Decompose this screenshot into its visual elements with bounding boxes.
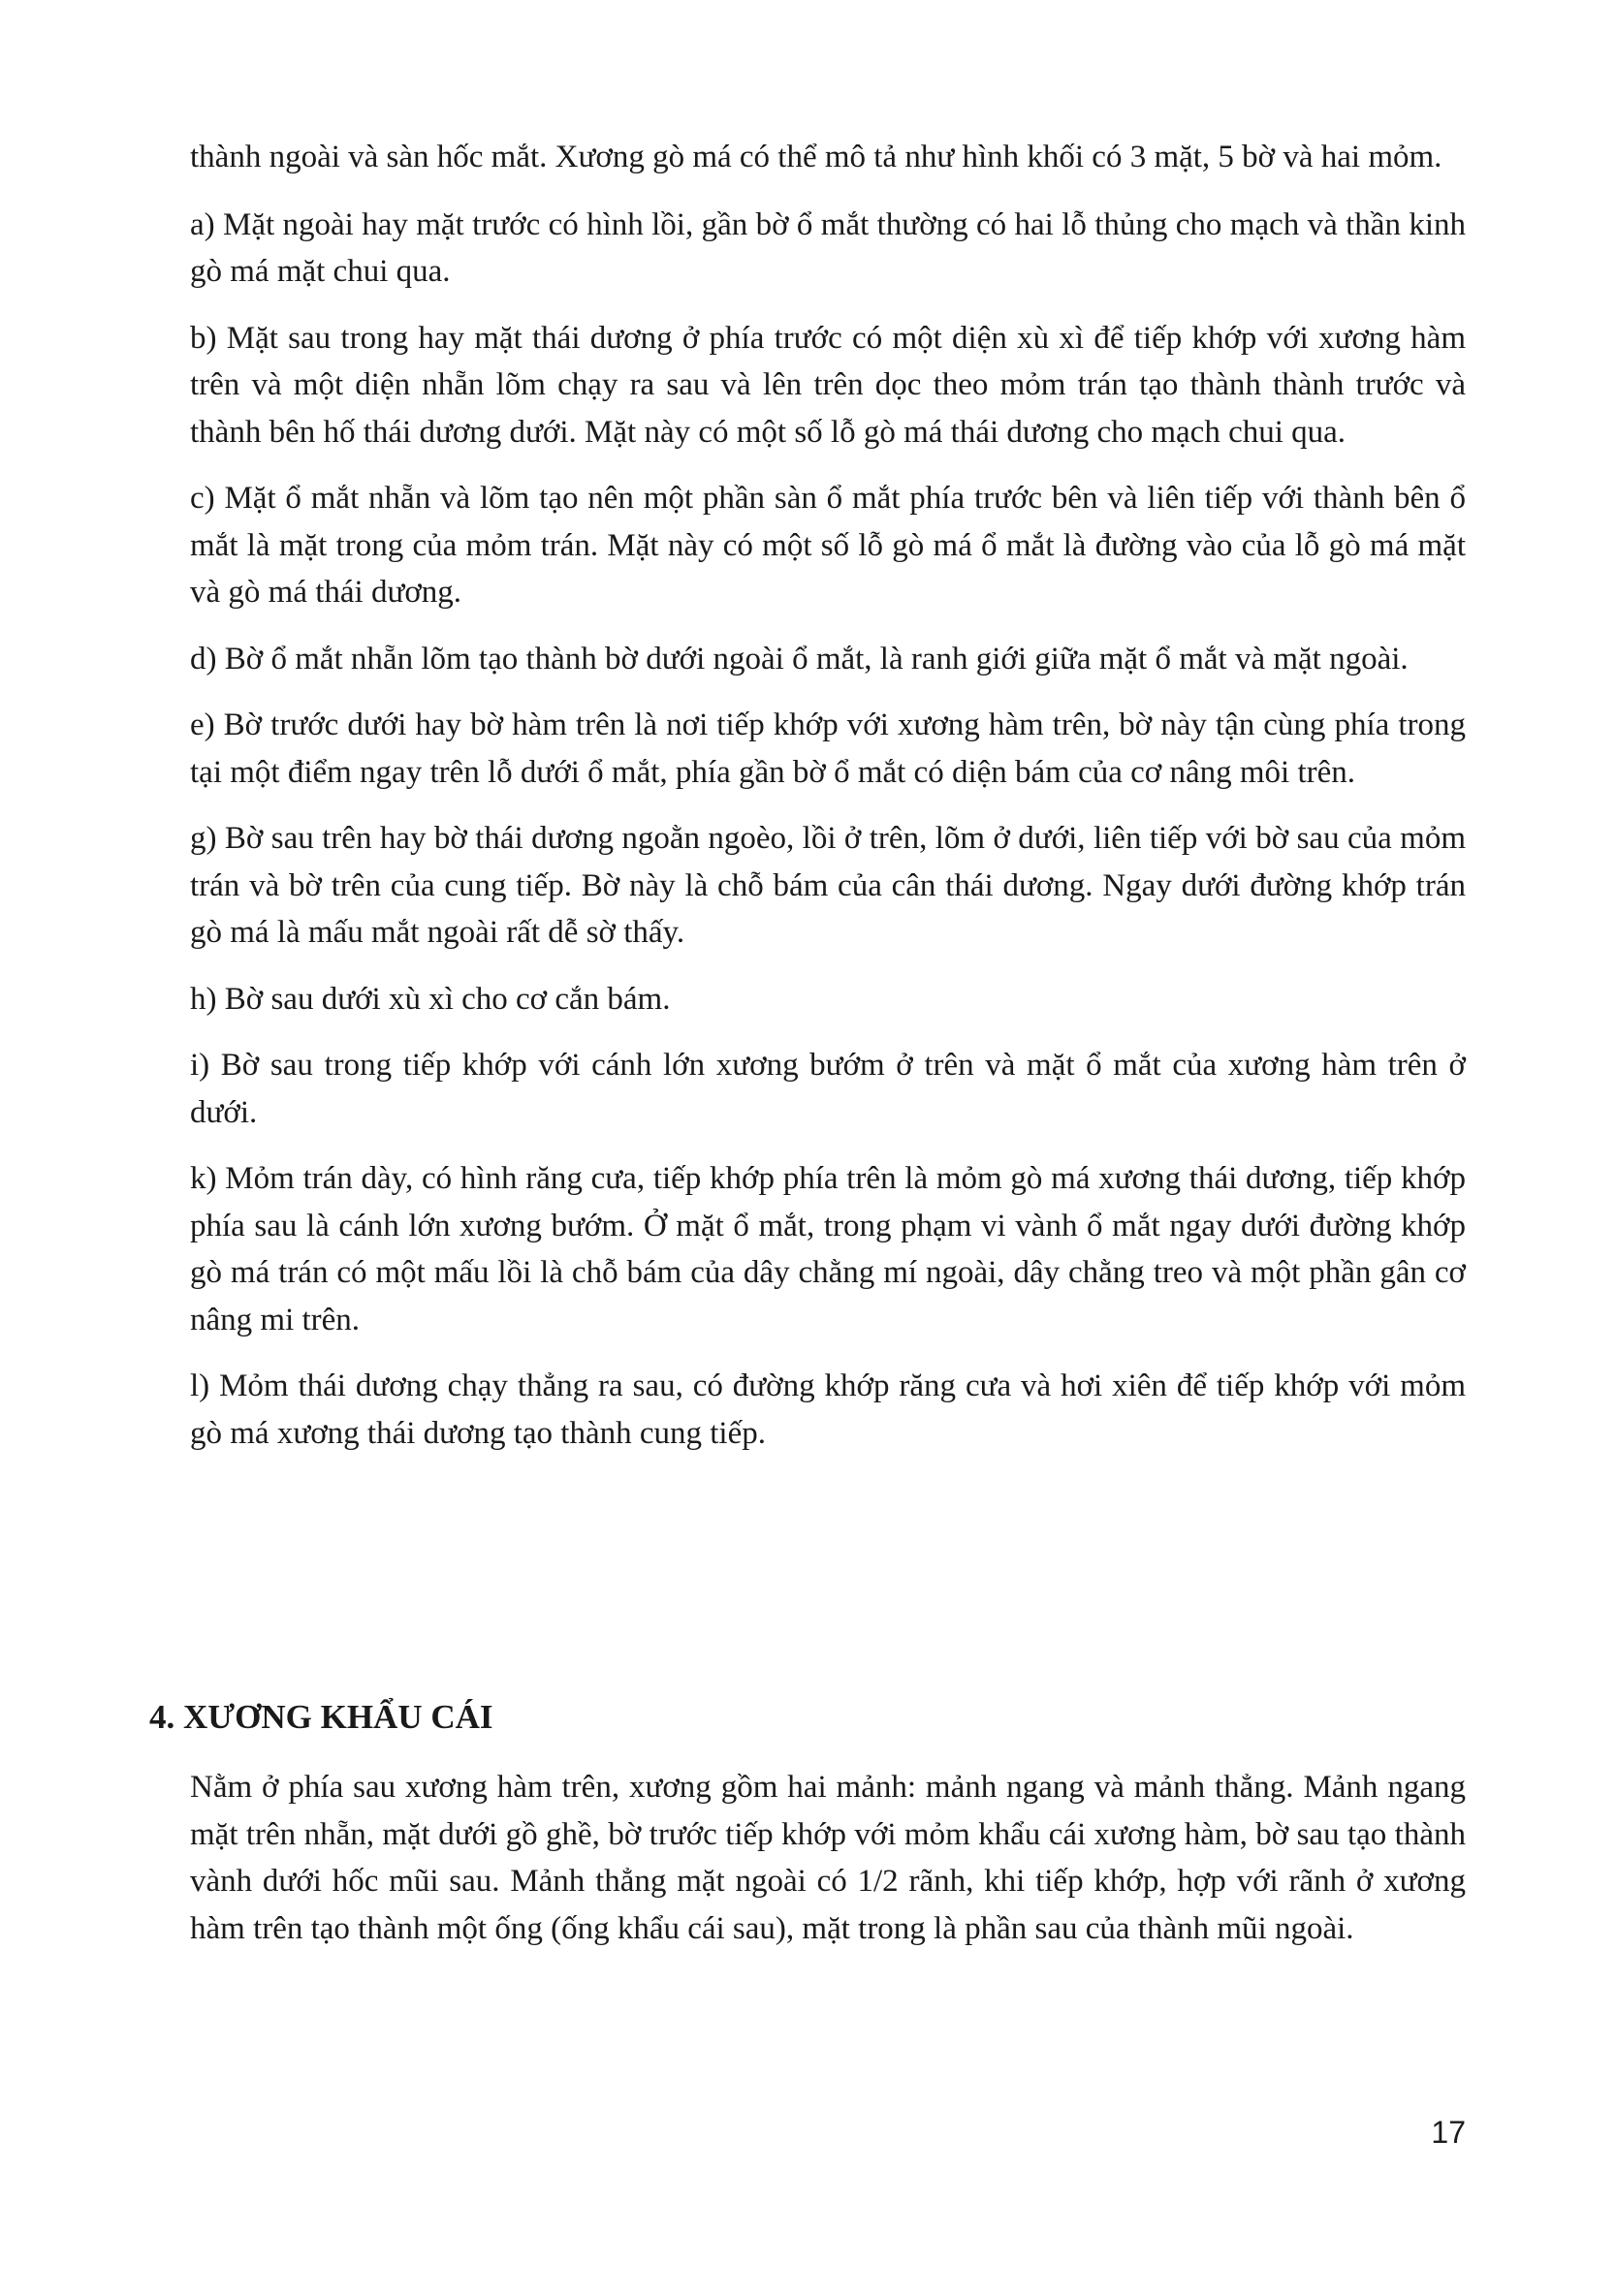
paragraph-c-orbital-face: c) Mặt ổ mắt nhẵn và lõm tạo nên một phần sàn ổ mắt phía trước bên và liên tiếp với thành bên ổ mắt là mặt trong của mỏm trán. Mặt này có một số lỗ gò má ổ mắt là đường vào của lỗ gò má mặt và gò má thái dương.	[190, 481, 1466, 610]
document-page	[190, 134, 1466, 1476]
paragraph-d-orbital-border: d) Bờ ổ mắt nhẵn lõm tạo thành bờ dưới ngoài ổ mắt, là ranh giới giữa mặt ổ mắt và mặt ngoài.	[190, 641, 1409, 676]
paragraph-e-maxillary-border: e) Bờ trước dưới hay bờ hàm trên là nơi tiếp khớp với xương hàm trên, bờ này tận cùng phía trong tại một điểm ngay trên lỗ dưới ổ mắt, phía gần bờ ổ mắt có diện bám của cơ nâng môi trên.	[190, 708, 1466, 790]
section-heading: 4. XƯƠNG KHẨU CÁI	[149, 1698, 493, 1736]
paragraph-a-outer-face: a) Mặt ngoài hay mặt trước có hình lồi, gần bờ ổ mắt thường có hai lỗ thủng cho mạch và thần kinh gò má mặt chui qua.	[190, 206, 1466, 289]
section-paragraph: Nằm ở phía sau xương hàm trên, xương gồm hai mảnh: mảnh ngang và mảnh thẳng. Mảnh ngang mặt trên nhẵn, mặt dưới gồ ghề, bờ trước tiếp khớp với mỏm khẩu cái xương hàm, bờ sau tạo thành vành dưới hốc mũi sau. Mảnh thẳng mặt ngoài có 1/2 rãnh, khi tiếp khớp, hợp với rãnh ở xương hàm trên tạo thành một ống (ống khẩu cái sau), mặt trong là phần sau của thành mũi ngoài.	[190, 1770, 1466, 1946]
paragraph-l-temporal-process: l) Mỏm thái dương chạy thẳng ra sau, có đường khớp răng cưa và hơi xiên để tiếp khớp với mỏm gò má xương thái dương tạo thành cung tiếp.	[190, 1368, 1466, 1451]
section-body	[190, 1764, 1466, 1971]
paragraph-h-lower-border: h) Bờ sau dưới xù xì cho cơ cắn bám.	[190, 981, 671, 1017]
paragraph-i-inner-border: i) Bờ sau trong tiếp khớp với cánh lớn xương bướm ở trên và mặt ổ mắt của xương hàm trên ở dưới.	[190, 1048, 1466, 1130]
intro-paragraph: thành ngoài và sàn hốc mắt. Xương gò má có thể mô tả như hình khối có 3 mặt, 5 bờ và hai mỏm.	[190, 140, 1442, 174]
paragraph-b-temporal-face: b) Mặt sau trong hay mặt thái dương ở phía trước có một diện xù xì để tiếp khớp với xương hàm trên và một diện nhẵn lõm chạy ra sau và lên trên dọc theo mỏm trán tạo thành thành trước và thành bên hố thái dương dưới. Mặt này có một số lỗ gò má thái dương cho mạch chui qua.	[190, 320, 1466, 450]
paragraph-k-frontal-process: k) Mỏm trán dày, có hình răng cưa, tiếp khớp phía trên là mỏm gò má xương thái dương, tiếp khớp phía sau là cánh lớn xương bướm. Ở mặt ổ mắt, trong phạm vi vành ổ mắt ngay dưới đường khớp gò má trán có một mấu lồi là chỗ bám của dây chằng mí ngoài, dây chằng treo và một phần gân cơ nâng mi trên.	[190, 1161, 1466, 1337]
paragraph-g-temporal-border: g) Bờ sau trên hay bờ thái dương ngoằn ngoèo, lồi ở trên, lõm ở dưới, liên tiếp với bờ sau của mỏm trán và bờ trên của cung tiếp. Bờ này là chỗ bám của cân thái dương. Ngay dưới đường khớp trán gò má là mấu mắt ngoài rất dễ sờ thấy.	[190, 821, 1466, 950]
page-number: 17	[1431, 2115, 1466, 2150]
